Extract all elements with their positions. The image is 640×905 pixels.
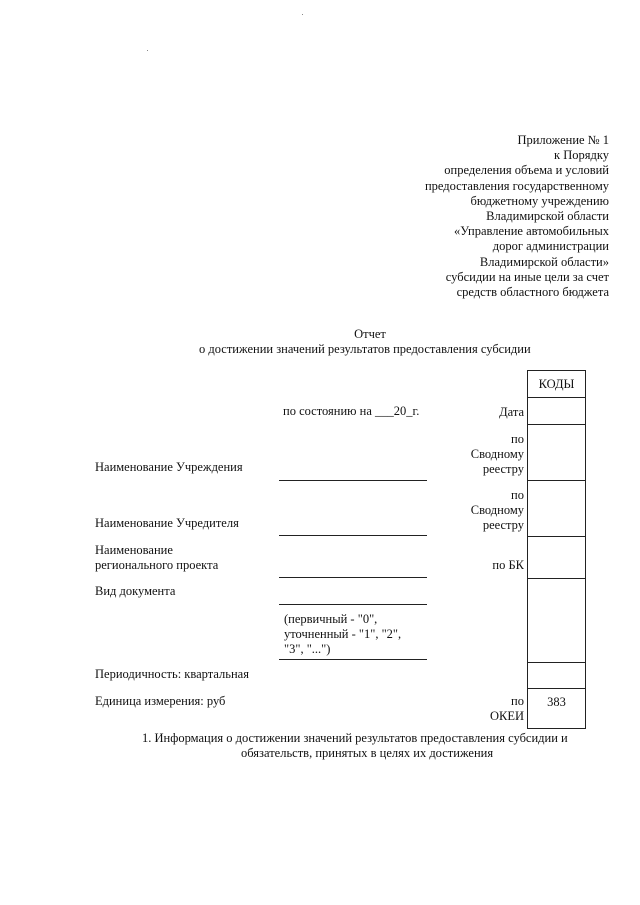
appendix-line: Владимирской области» [479,254,609,269]
appendix-line: определения объема и условий [444,163,609,178]
registry1-label-line2: Сводному [470,447,524,461]
project-field[interactable] [279,577,427,578]
founder-field[interactable] [279,535,427,536]
registry2-label-line3: реестру [482,518,524,532]
section1-heading-line2: обязательств, принятых в целях их достижения [241,746,494,760]
appendix-line: Владимирской области [486,209,609,224]
section1-heading-line1: 1. Информация о достижении значений результатов предоставления субсидии и [142,731,568,745]
codes-header: КОДЫ [528,371,585,398]
code-doc-type-cell[interactable] [528,579,585,663]
doc-type-note-line2: уточненный - "1", "2", [284,627,402,641]
founder-label: Наименование Учредителя [95,516,239,530]
code-bk-cell[interactable] [528,537,585,579]
code-registry1-cell[interactable] [528,425,585,481]
code-registry2-cell[interactable] [528,481,585,537]
scan-speck [147,50,148,51]
appendix-line: Приложение № 1 [517,133,609,147]
appendix-line: к Порядку [554,148,609,163]
code-okei-cell[interactable]: 383 [528,689,585,729]
registry1-label-line3: реестру [482,462,524,476]
appendix-line: предоставления государственному [424,178,609,193]
date-label: Дата [499,405,524,419]
okei-label-line2: ОКЕИ [489,709,524,723]
institution-label: Наименование Учреждения [95,460,243,474]
doc-type-label: Вид документа [95,584,176,598]
appendix-block [425,133,609,300]
unit-text: Единица измерения: руб [95,694,226,708]
registry1-label-line1: по [511,432,524,446]
code-periodicity-cell[interactable] [528,663,585,689]
doc-type-note-underline [279,659,427,660]
appendix-line: средств областного бюджета [456,285,609,300]
code-date-cell[interactable] [528,398,585,425]
institution-field[interactable] [279,480,427,481]
report-subtitle: о достижении значений результатов предоставления субсидии [199,342,531,356]
appendix-line: субсидии на иные цели за счет [445,269,609,284]
appendix-line: дорог администрации [492,239,609,254]
appendix-line: бюджетному учреждению [470,193,609,208]
doc-type-note-line3: "3", "...") [284,642,331,656]
project-label-line1: Наименование [95,543,173,557]
as-of-date: по состоянию на ___20_г. [283,404,420,418]
registry2-label-line1: по [511,488,524,502]
okei-label-line1: по [511,694,524,708]
bk-label: по БК [492,558,524,572]
doc-type-note-line1: (первичный - "0", [284,612,378,626]
report-title: Отчет [354,327,386,341]
scan-speck [302,14,303,15]
registry2-label-line2: Сводному [470,503,524,517]
project-label-line2: регионального проекта [95,558,219,572]
codes-table [527,370,586,729]
doc-type-field[interactable] [279,604,427,605]
periodicity-text: Периодичность: квартальная [95,667,249,681]
appendix-line: «Управление автомобильных [454,224,609,239]
